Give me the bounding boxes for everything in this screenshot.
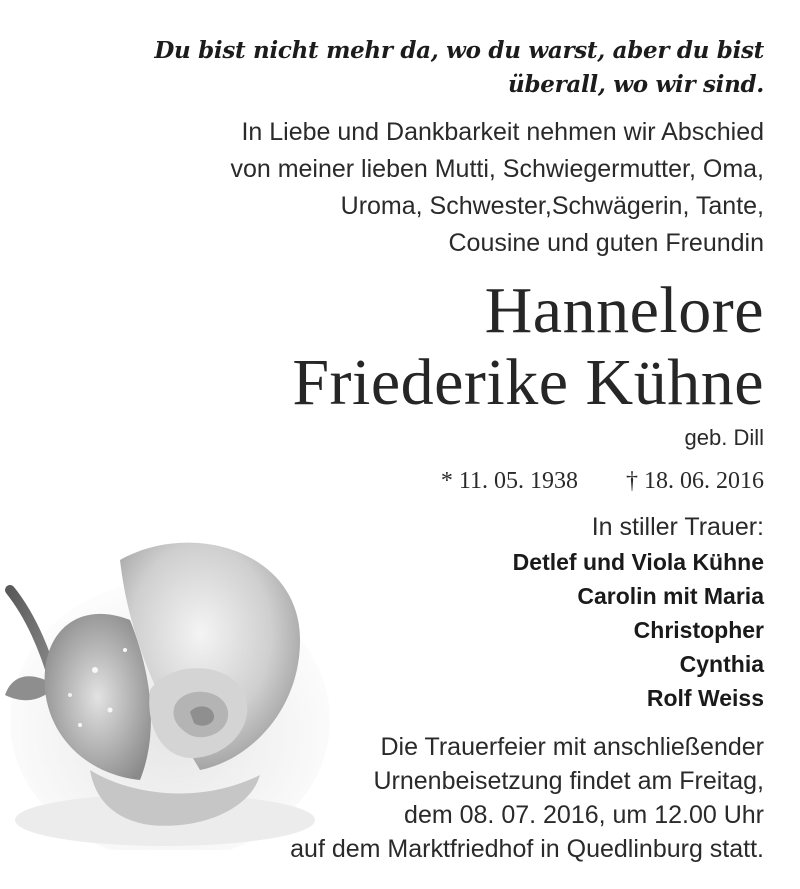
motto-line-1: Du bist nicht mehr da, wo du warst, aber du bist (154, 37, 764, 64)
service-line: auf dem Marktfriedhof in Quedlinburg statt. (290, 835, 764, 863)
intro-line: von meiner lieben Mutti, Schwiegermutter, Oma, (230, 155, 764, 183)
intro-line: Cousine und guten Freundin (448, 229, 764, 257)
motto-line-2: überall, wo wir sind. (508, 71, 764, 98)
mourner-name: Cynthia (679, 651, 764, 677)
intro-line: Uroma, Schwester,Schwägerin, Tante, (340, 192, 764, 220)
service-line: Urnenbeisetzung findet am Freitag, (373, 767, 764, 795)
service-line: Die Trauerfeier mit anschließender (380, 733, 764, 761)
mourner-name: Christopher (633, 617, 764, 643)
maiden-name: geb. Dill (684, 425, 764, 450)
service-line: dem 08. 07. 2016, um 12.00 Uhr (404, 801, 764, 829)
life-dates (441, 466, 764, 496)
birth-date: * 11. 05. 1938 (440, 468, 578, 494)
mourners-label: In stiller Trauer: (591, 513, 764, 541)
deceased-full-name: Friederike Kühne (292, 346, 764, 419)
intro-line: In Liebe und Dankbarkeit nehmen wir Abschied (241, 118, 764, 146)
death-date: † 18. 06. 2016 (626, 468, 764, 494)
mourner-name: Carolin mit Maria (577, 583, 764, 609)
deceased-first-name: Hannelore (484, 274, 764, 347)
mourner-name: Rolf Weiss (646, 685, 764, 711)
rose-image (0, 520, 330, 850)
mourner-name: Detlef und Viola Kühne (512, 549, 764, 575)
